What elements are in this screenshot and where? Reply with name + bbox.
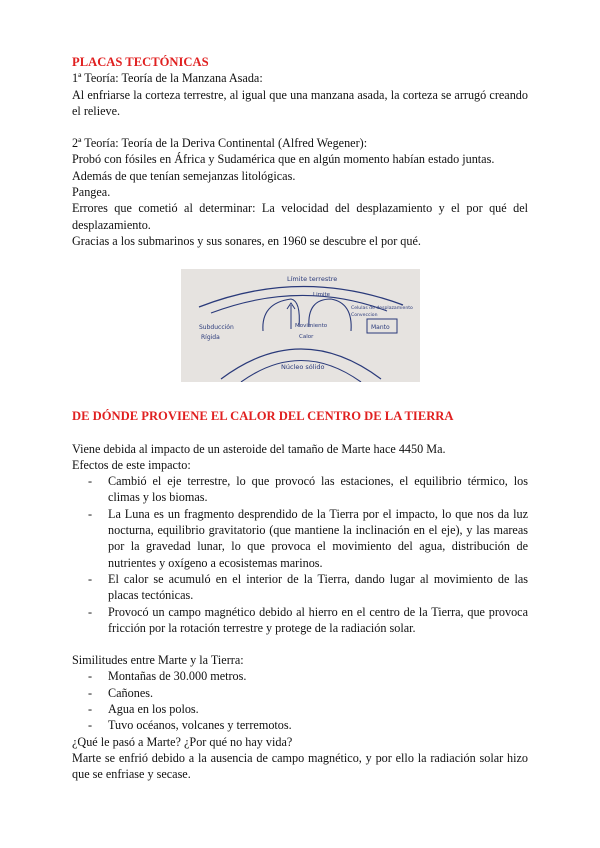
label-right-box: Manto xyxy=(370,324,390,332)
dash-bullet: - xyxy=(88,669,93,684)
list-item xyxy=(72,668,528,684)
list-item-text: El calor se acumuló en el interior de la Tierra, dando lugar al movimiento de las placas tectónicas. xyxy=(108,571,528,603)
spacer xyxy=(72,119,528,135)
theory2-line: Errores que cometió al determinar: La velocidad del desplazamiento y el por qué del desplazamiento. xyxy=(72,201,528,232)
theory2-line: Pangea. xyxy=(72,185,111,200)
arrow-up-icon xyxy=(287,303,295,329)
list-item xyxy=(72,604,528,637)
document-body xyxy=(72,54,528,783)
dash-bullet: - xyxy=(88,506,93,521)
theory2-line: Además de que tenían semejanzas litológicas. xyxy=(72,168,296,183)
theory1-title: 1ª Teoría: Teoría de la Manzana Asada: xyxy=(72,71,263,86)
label-inner-top: Limite xyxy=(312,292,330,299)
tectonic-sketch xyxy=(181,269,420,382)
list-item-text: Montañas de 30.000 metros. xyxy=(108,669,247,684)
list-item xyxy=(72,701,528,717)
label-right: Celulas de desplazamiento xyxy=(350,306,413,312)
list-item xyxy=(72,506,528,571)
spacer xyxy=(72,425,528,441)
section-title-placas: PLACAS TECTÓNICAS xyxy=(72,55,209,69)
section-title-calor: DE DÓNDE PROVIENE EL CALOR DEL CENTRO DE LA TIERRA xyxy=(72,409,454,424)
list-item-text: Cambió el eje terrestre, lo que provocó las estaciones, el equilibrio térmico, los climas y los biomas. xyxy=(108,474,528,505)
label-left2: Rígida xyxy=(200,334,220,342)
tectonic-sketch-photo xyxy=(181,269,420,382)
list-item xyxy=(72,571,528,604)
dash-bullet: - xyxy=(88,718,93,733)
convection-cell-left xyxy=(262,299,298,331)
list-item xyxy=(72,473,528,506)
list-item-text: Agua en los polos. xyxy=(108,702,199,717)
label-right2: Conveccion xyxy=(350,313,378,319)
list-item-text: Provocó un campo magnético debido al hierro en el centro de la Tierra, que provoca fricción por la rotación terrestre y protege de la radiación solar. xyxy=(108,604,528,635)
label-center2: Calor xyxy=(298,334,313,341)
similarities-title: Similitudes entre Marte y la Tierra: xyxy=(72,653,244,668)
question-text: ¿Qué le pasó a Marte? ¿Por qué no hay vida? xyxy=(72,734,293,749)
dash-bullet: - xyxy=(88,604,93,619)
label-core: Núcleo sólido xyxy=(280,363,324,372)
dash-bullet: - xyxy=(88,571,93,586)
dash-bullet: - xyxy=(88,685,93,700)
answer-text: Marte se enfrió debido a la ausencia de campo magnético, y por ello la radiación solar hizo que se enfriase y secase. xyxy=(72,750,528,782)
effects-list xyxy=(72,473,528,636)
list-item-text: Tuvo océanos, volcanes y terremotos. xyxy=(108,718,292,733)
spacer xyxy=(72,382,528,408)
theory1-text: Al enfriarse la corteza terrestre, al igual que una manzana asada, la corteza se arrugó creando el relieve. xyxy=(72,87,528,118)
intro-text: Viene debida al impacto de un asteroide del tamaño de Marte hace 4450 Ma. xyxy=(72,441,446,456)
label-left: Subducción xyxy=(198,324,234,332)
spacer xyxy=(72,636,528,652)
dash-bullet: - xyxy=(88,702,93,717)
similarities-list xyxy=(72,668,528,733)
list-item-text: Cañones. xyxy=(108,685,154,700)
crust-arc xyxy=(199,287,403,308)
label-center: Movimiento xyxy=(294,323,327,330)
effects-title: Efectos de este impacto: xyxy=(72,457,191,472)
label-top: Límite terrestre xyxy=(286,275,337,284)
theory2-line: Gracias a los submarinos y sus sonares, en 1960 se descubre el por qué. xyxy=(72,233,421,248)
theory2-line: Probó con fósiles en África y Sudamérica que en algún momento habían estado juntas. xyxy=(72,152,495,167)
list-item xyxy=(72,685,528,701)
list-item xyxy=(72,717,528,733)
theory2-title: 2ª Teoría: Teoría de la Deriva Continental (Alfred Wegener): xyxy=(72,136,368,151)
dash-bullet: - xyxy=(88,474,93,489)
list-item-text: La Luna es un fragmento desprendido de la Tierra por el impacto, lo que nos da luz nocturna, equilibrio gravitatorio (que mantiene la inclinación en el eje), y las mareas por la gravedad lunar, lo que provoca el movimiento del agua, distribución de nutrientes y oxígeno a ecosistemas marinos. xyxy=(108,506,528,570)
